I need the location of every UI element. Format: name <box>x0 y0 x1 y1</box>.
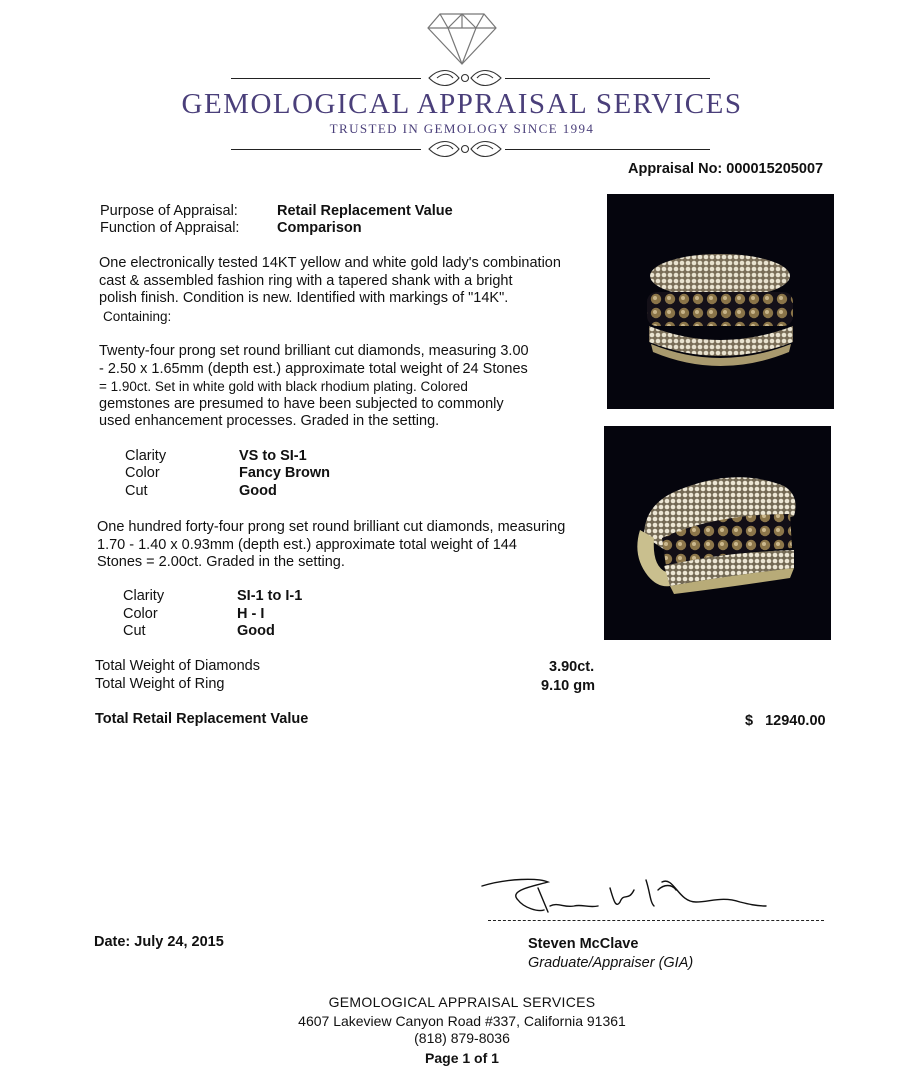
cut-label: Cut <box>123 623 146 639</box>
total-retail-value <box>745 713 826 730</box>
purpose-label: Purpose of Appraisal: <box>100 203 238 219</box>
appraisal-date <box>94 934 224 951</box>
total-diamond-weight-value: 3.90ct. <box>549 659 595 675</box>
ring-photo-front <box>607 194 834 409</box>
total-ring-weight-value: 9.10 gm <box>541 678 595 694</box>
appraisal-number <box>628 161 823 178</box>
cut-label: Cut <box>125 483 148 499</box>
item-description <box>99 255 561 325</box>
appraiser-signature <box>478 872 778 922</box>
footer-address: 4607 Lakeview Canyon Road #337, California 91361 <box>298 1013 626 1029</box>
signature-line <box>488 920 824 921</box>
ring-front-image <box>607 194 834 409</box>
function-label: Function of Appraisal: <box>100 220 240 236</box>
clarity-label: Clarity <box>123 588 165 604</box>
company-logo-title: GEMOLOGICAL APPRAISAL SERVICES <box>181 88 743 120</box>
function-value: Comparison <box>277 220 362 236</box>
stone-description-line: gemstones are presumed to have been subjected to commonly <box>99 395 504 412</box>
ring-angle-image <box>604 426 831 640</box>
date-value: July 24, 2015 <box>134 934 224 950</box>
footer-company: GEMOLOGICAL APPRAISAL SERVICES <box>328 994 596 1010</box>
total-diamond-weight-label: Total Weight of Diamonds <box>95 658 260 674</box>
clarity-value: VS to SI-1 <box>239 448 307 464</box>
clarity-label: Clarity <box>125 448 167 464</box>
stone-description-line: 1.70 - 1.40 x 0.93mm (depth est.) approximate total weight of 144 <box>97 536 517 553</box>
ring-photo-angle <box>604 426 831 640</box>
stone-description-line: = 1.90ct. Set in white gold with black rhodium plating. Colored <box>99 379 468 394</box>
description-line: Containing: <box>103 308 172 324</box>
diamond-logo-icon <box>426 10 498 66</box>
appraisal-number-label: Appraisal No: <box>628 161 723 177</box>
cut-value: Good <box>237 623 275 639</box>
clarity-value: SI-1 to I-1 <box>237 588 303 604</box>
color-label: Color <box>125 465 160 481</box>
appraisal-number-value: 000015205007 <box>726 161 824 177</box>
company-tagline: TRUSTED IN GEMOLOGY SINCE 1994 <box>329 121 595 136</box>
color-value: H - I <box>237 606 265 622</box>
signer-title: Graduate/Appraiser (GIA) <box>528 955 694 971</box>
total-ring-weight-label: Total Weight of Ring <box>95 676 225 692</box>
stone-description-line: Stones = 2.00ct. Graded in the setting. <box>97 554 345 570</box>
purpose-value: Retail Replacement Value <box>277 203 453 219</box>
date-label: Date: <box>94 934 131 950</box>
stone-group-1-description <box>99 343 529 431</box>
header-rule-bottom <box>505 149 710 150</box>
signer-name: Steven McClave <box>528 936 639 952</box>
color-label: Color <box>123 606 158 622</box>
stone-description-line: used enhancement processes. Graded in the setting. <box>99 413 440 429</box>
footer-phone: (818) 879-8036 <box>414 1030 510 1046</box>
header-rule-top <box>231 78 421 79</box>
flourish-ornament-icon <box>425 137 505 161</box>
header-rule-top <box>505 78 710 79</box>
description-line: polish finish. Condition is new. Identified with markings of "14K". <box>99 290 509 306</box>
description-line: cast & assembled fashion ring with a tapered shank with a bright <box>99 272 513 289</box>
description-line: One electronically tested 14KT yellow and white gold lady's combination <box>99 255 561 271</box>
stone-description-line: - 2.50 x 1.65mm (depth est.) approximate total weight of 24 Stones <box>99 360 528 377</box>
stone-description-line: Twenty-four prong set round brilliant cut diamonds, measuring 3.00 <box>99 343 529 359</box>
stone-group-2-description <box>97 519 565 572</box>
retail-amount: 12940.00 <box>765 713 826 729</box>
currency-symbol: $ <box>745 713 754 729</box>
page-number: Page 1 of 1 <box>425 1050 499 1066</box>
stone-description-line: One hundred forty-four prong set round brilliant cut diamonds, measuring <box>97 519 566 535</box>
total-retail-value-label: Total Retail Replacement Value <box>95 711 309 727</box>
color-value: Fancy Brown <box>239 465 331 481</box>
header-rule-bottom <box>231 149 421 150</box>
flourish-ornament-icon <box>425 66 505 90</box>
cut-value: Good <box>239 483 277 499</box>
